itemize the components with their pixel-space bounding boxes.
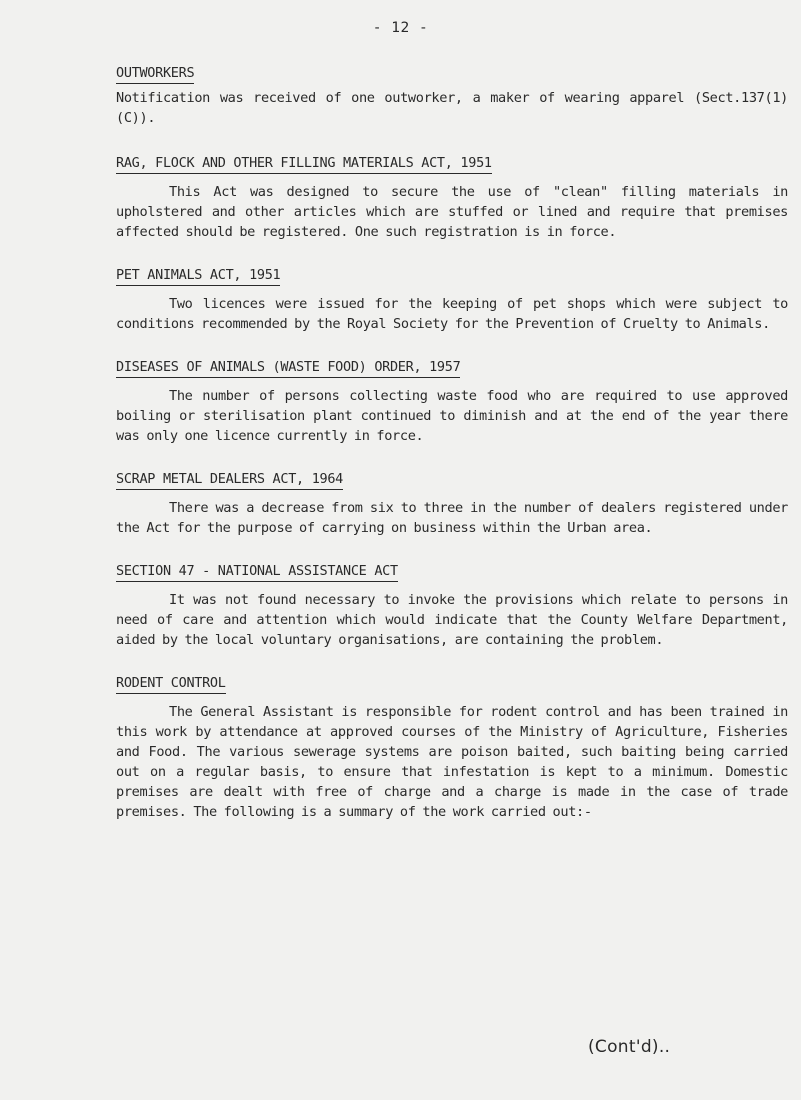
section-paragraph: The number of persons collecting waste food who are required to use approved boiling or sterilisation plant continued to diminish and at the end of the year there was only one licence currently in force. <box>116 388 788 444</box>
section-heading: SCRAP METAL DEALERS ACT, 1964 <box>116 470 343 490</box>
section-heading: OUTWORKERS <box>116 64 194 84</box>
section-rodent-control <box>116 672 796 822</box>
document-body <box>116 62 796 822</box>
continued-marker: (Cont'd).. <box>588 1037 671 1057</box>
section-scrap-metal-dealers-act <box>116 468 796 538</box>
section-paragraph: This Act was designed to secure the use of "clean" filling materials in upholstered and other articles which are stuffed or lined and require that premises affected should be registered. One such registration is in force. <box>116 184 788 240</box>
section-paragraph: It was not found necessary to invoke the provisions which relate to persons in need of care and attention which would indicate that the County Welfare Department, aided by the local voluntary organisations, are containing the problem. <box>116 592 788 648</box>
page-number: - 12 - <box>372 20 429 36</box>
section-heading: RAG, FLOCK AND OTHER FILLING MATERIALS ACT, 1951 <box>116 154 492 174</box>
section-paragraph: The General Assistant is responsible for rodent control and has been trained in this work by attendance at approved courses of the Ministry of Agriculture, Fisheries and Food. The various sewerage systems are poison baited, such baiting being carried out on a regular basis, to ensure that infestation is kept to a minimum. Domestic premises are dealt with free of charge and a charge is made in the case of trade premises. The following is a summary of the work carried out:- <box>116 704 788 820</box>
section-heading: DISEASES OF ANIMALS (WASTE FOOD) ORDER, 1957 <box>116 358 460 378</box>
section-outworkers <box>116 62 796 128</box>
section-paragraph: There was a decrease from six to three in the number of dealers registered under the Act for the purpose of carrying on business within the Urban area. <box>116 500 788 536</box>
section-paragraph: Notification was received of one outworker, a maker of wearing apparel (Sect.137(1)(C)). <box>116 90 788 126</box>
section-paragraph: Two licences were issued for the keeping of pet shops which were subject to conditions recommended by the Royal Society for the Prevention of Cruelty to Animals. <box>116 296 788 332</box>
section-diseases-of-animals-order <box>116 356 796 446</box>
section-national-assistance-act <box>116 560 796 650</box>
section-pet-animals-act <box>116 264 796 334</box>
section-heading: PET ANIMALS ACT, 1951 <box>116 266 280 286</box>
section-heading: SECTION 47 - NATIONAL ASSISTANCE ACT <box>116 562 398 582</box>
section-rag-flock-act <box>116 152 796 242</box>
section-heading: RODENT CONTROL <box>116 674 226 694</box>
